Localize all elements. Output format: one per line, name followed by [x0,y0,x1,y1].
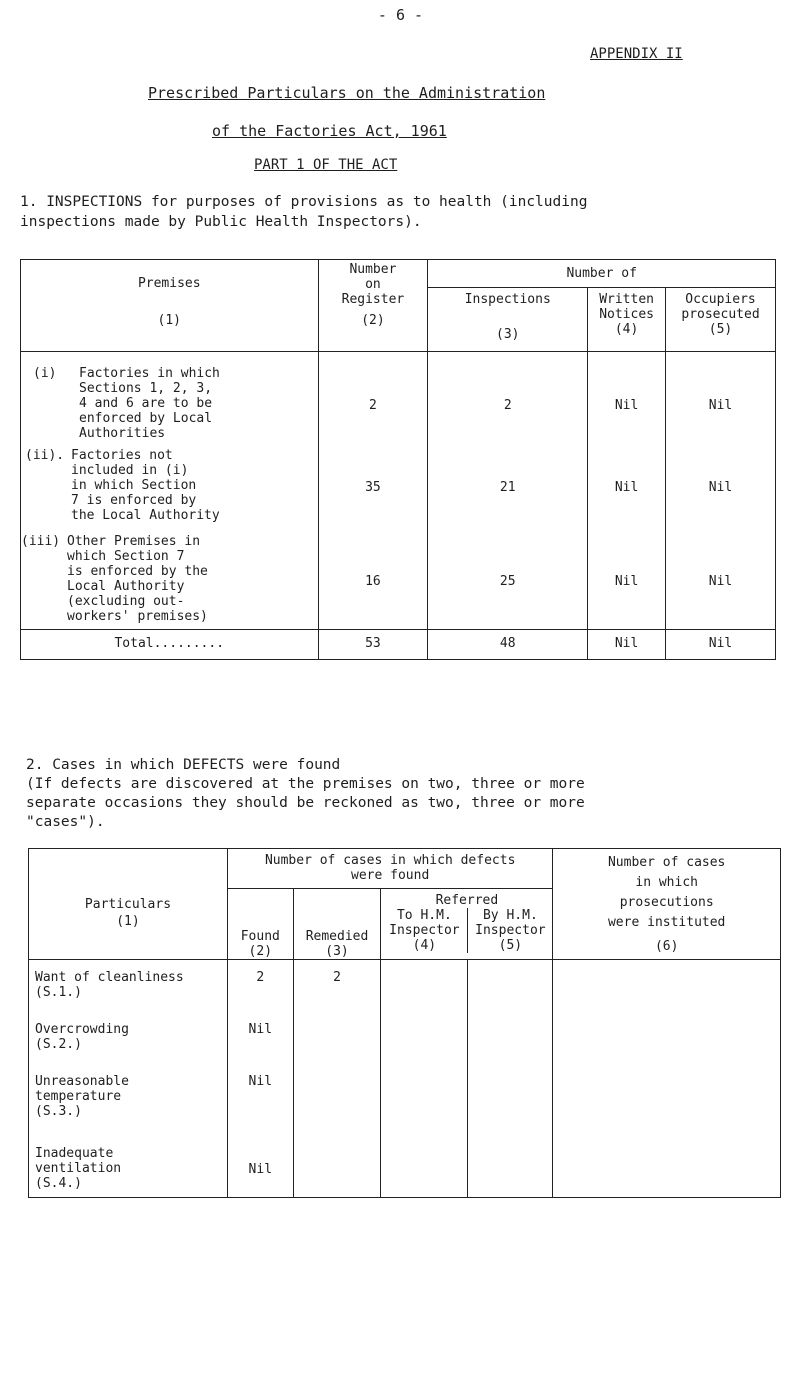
found-cell: Nil [227,1138,293,1198]
number-of-header [428,260,776,288]
section1-heading: 1. INSPECTIONS for purposes of provisions as to health (including inspections made by Public Health Inspectors). [20,194,588,230]
to-hm-header [381,908,467,953]
register-cell: 16 [318,530,428,630]
prosecutions-header-num: (6) [654,939,679,954]
prosecutions-header [553,849,781,960]
particular-label: Overcrowding (S.2.) [29,1018,228,1070]
part-heading: PART 1 OF THE ACT [254,157,398,173]
by-hm-header [467,908,552,953]
row-label-cell [21,444,319,530]
occupiers-cell: Nil [666,444,776,530]
remedied-cell [293,1018,381,1070]
to-hm-inspector-label: Inspector [389,923,460,938]
to-hm-num: (4) [412,938,437,953]
total-label: Total......... [21,630,319,660]
to-hm-cell [381,1018,468,1070]
section2-heading: 2. Cases in which DEFECTS were found (If defects are discovered at the premises on two, three or more separate occasions they should be reckoned as two, three or more "cases"). [26,757,585,830]
by-hm-num: (5) [498,938,523,953]
table-row [29,960,781,1018]
register-cell: 2 [318,352,428,444]
total-row [21,630,776,660]
particulars-header-label: Particulars [84,897,172,912]
by-hm-cell [468,1018,553,1070]
row-label-cell [21,352,319,444]
premises-header-label: Premises [137,276,201,291]
found-cell: 2 [227,960,293,1018]
table-row [21,352,776,444]
remedied-header [293,889,381,960]
inspections-header [428,288,588,352]
occupiers-header-num: (5) [708,322,733,337]
inspections-cell: 2 [428,352,588,444]
particulars-header-num: (1) [116,914,140,929]
to-hm-cell [381,1138,468,1198]
total-register: 53 [318,630,428,660]
premises-header-num: (1) [157,313,181,328]
defects-table [28,848,781,1198]
inspections-cell: 25 [428,530,588,630]
found-header-num: (2) [248,944,273,959]
particular-label: Want of cleanliness (S.1.) [29,960,228,1018]
inspections-cell: 21 [428,444,588,530]
inspections-table [20,259,776,660]
table-row [29,1070,781,1138]
number-of-label: Number of [566,266,637,281]
notices-header [588,288,666,352]
prosecutions-cell [553,960,781,1018]
occupiers-header-label: Occupiers prosecuted [681,292,760,322]
by-hm-cell [468,960,553,1018]
particular-label: Inadequate ventilation (S.4.) [29,1138,228,1198]
occupiers-header [666,288,776,352]
notices-cell: Nil [588,530,666,630]
occupiers-cell: Nil [666,352,776,444]
particular-label: Unreasonable temperature (S.3.) [29,1070,228,1138]
inspections-header-num: (3) [496,327,520,342]
by-hm-cell [468,1070,553,1138]
to-hm-label: To H.M. [396,908,452,923]
notices-cell: Nil [588,444,666,530]
notices-header-label: Written Notices [599,292,654,322]
row-label: Factories in which Sections 1, 2, 3, 4 and 6 are to be enforced by Local Authorities [79,366,220,441]
table-row [29,1138,781,1198]
row-id: (ii). [25,447,65,463]
register-cell: 35 [318,444,428,530]
table-row [21,444,776,530]
remedied-header-label: Remedied [305,929,369,944]
referred-header [381,889,553,960]
table-row [29,1018,781,1070]
table-row [21,530,776,630]
remedied-cell: 2 [293,960,381,1018]
cases-group-label: Number of cases in which defects were found [264,853,516,883]
inspections-header-label: Inspections [464,292,551,307]
total-notices: Nil [588,630,666,660]
occupiers-cell: Nil [666,530,776,630]
by-hm-label: By H.M. [482,908,538,923]
remedied-cell [293,1070,381,1138]
page-number: - 6 - [377,6,424,24]
notices-cell: Nil [588,352,666,444]
register-header-num: (2) [361,313,385,328]
total-inspections: 48 [428,630,588,660]
particulars-header [29,849,228,960]
cases-group-header [227,849,552,889]
register-header [318,260,428,352]
row-id: (i) [33,366,57,381]
row-label: Factories not included in (i) in which Section 7 is enforced by the Local Authority [71,447,220,523]
found-cell: Nil [227,1018,293,1070]
found-header [227,889,293,960]
prosecutions-cell [553,1138,781,1198]
referred-label: Referred [435,893,499,908]
found-header-label: Found [240,929,280,944]
premises-header [21,260,319,352]
remedied-cell [293,1138,381,1198]
to-hm-cell [381,1070,468,1138]
row-id: (iii) [21,533,61,549]
by-hm-inspector-label: Inspector [475,923,546,938]
row-label-cell [21,530,319,630]
found-cell: Nil [227,1070,293,1138]
notices-header-num: (4) [614,322,639,337]
prosecutions-cell [553,1070,781,1138]
prosecutions-header-label: Number of cases in which prosecutions were instituted [607,855,726,930]
register-header-label: Number on Register [341,262,405,307]
to-hm-cell [381,960,468,1018]
by-hm-cell [468,1138,553,1198]
remedied-header-num: (3) [325,944,349,959]
prosecutions-cell [553,1018,781,1070]
title-line-2: of the Factories Act, 1961 [212,122,447,140]
appendix-label: APPENDIX II [590,46,683,62]
row-label: Other Premises in which Section 7 is enforced by the Local Authority (excluding out- workers' premises) [67,533,208,624]
total-occupiers: Nil [666,630,776,660]
title-line-1: Prescribed Particulars on the Administration [148,84,546,102]
